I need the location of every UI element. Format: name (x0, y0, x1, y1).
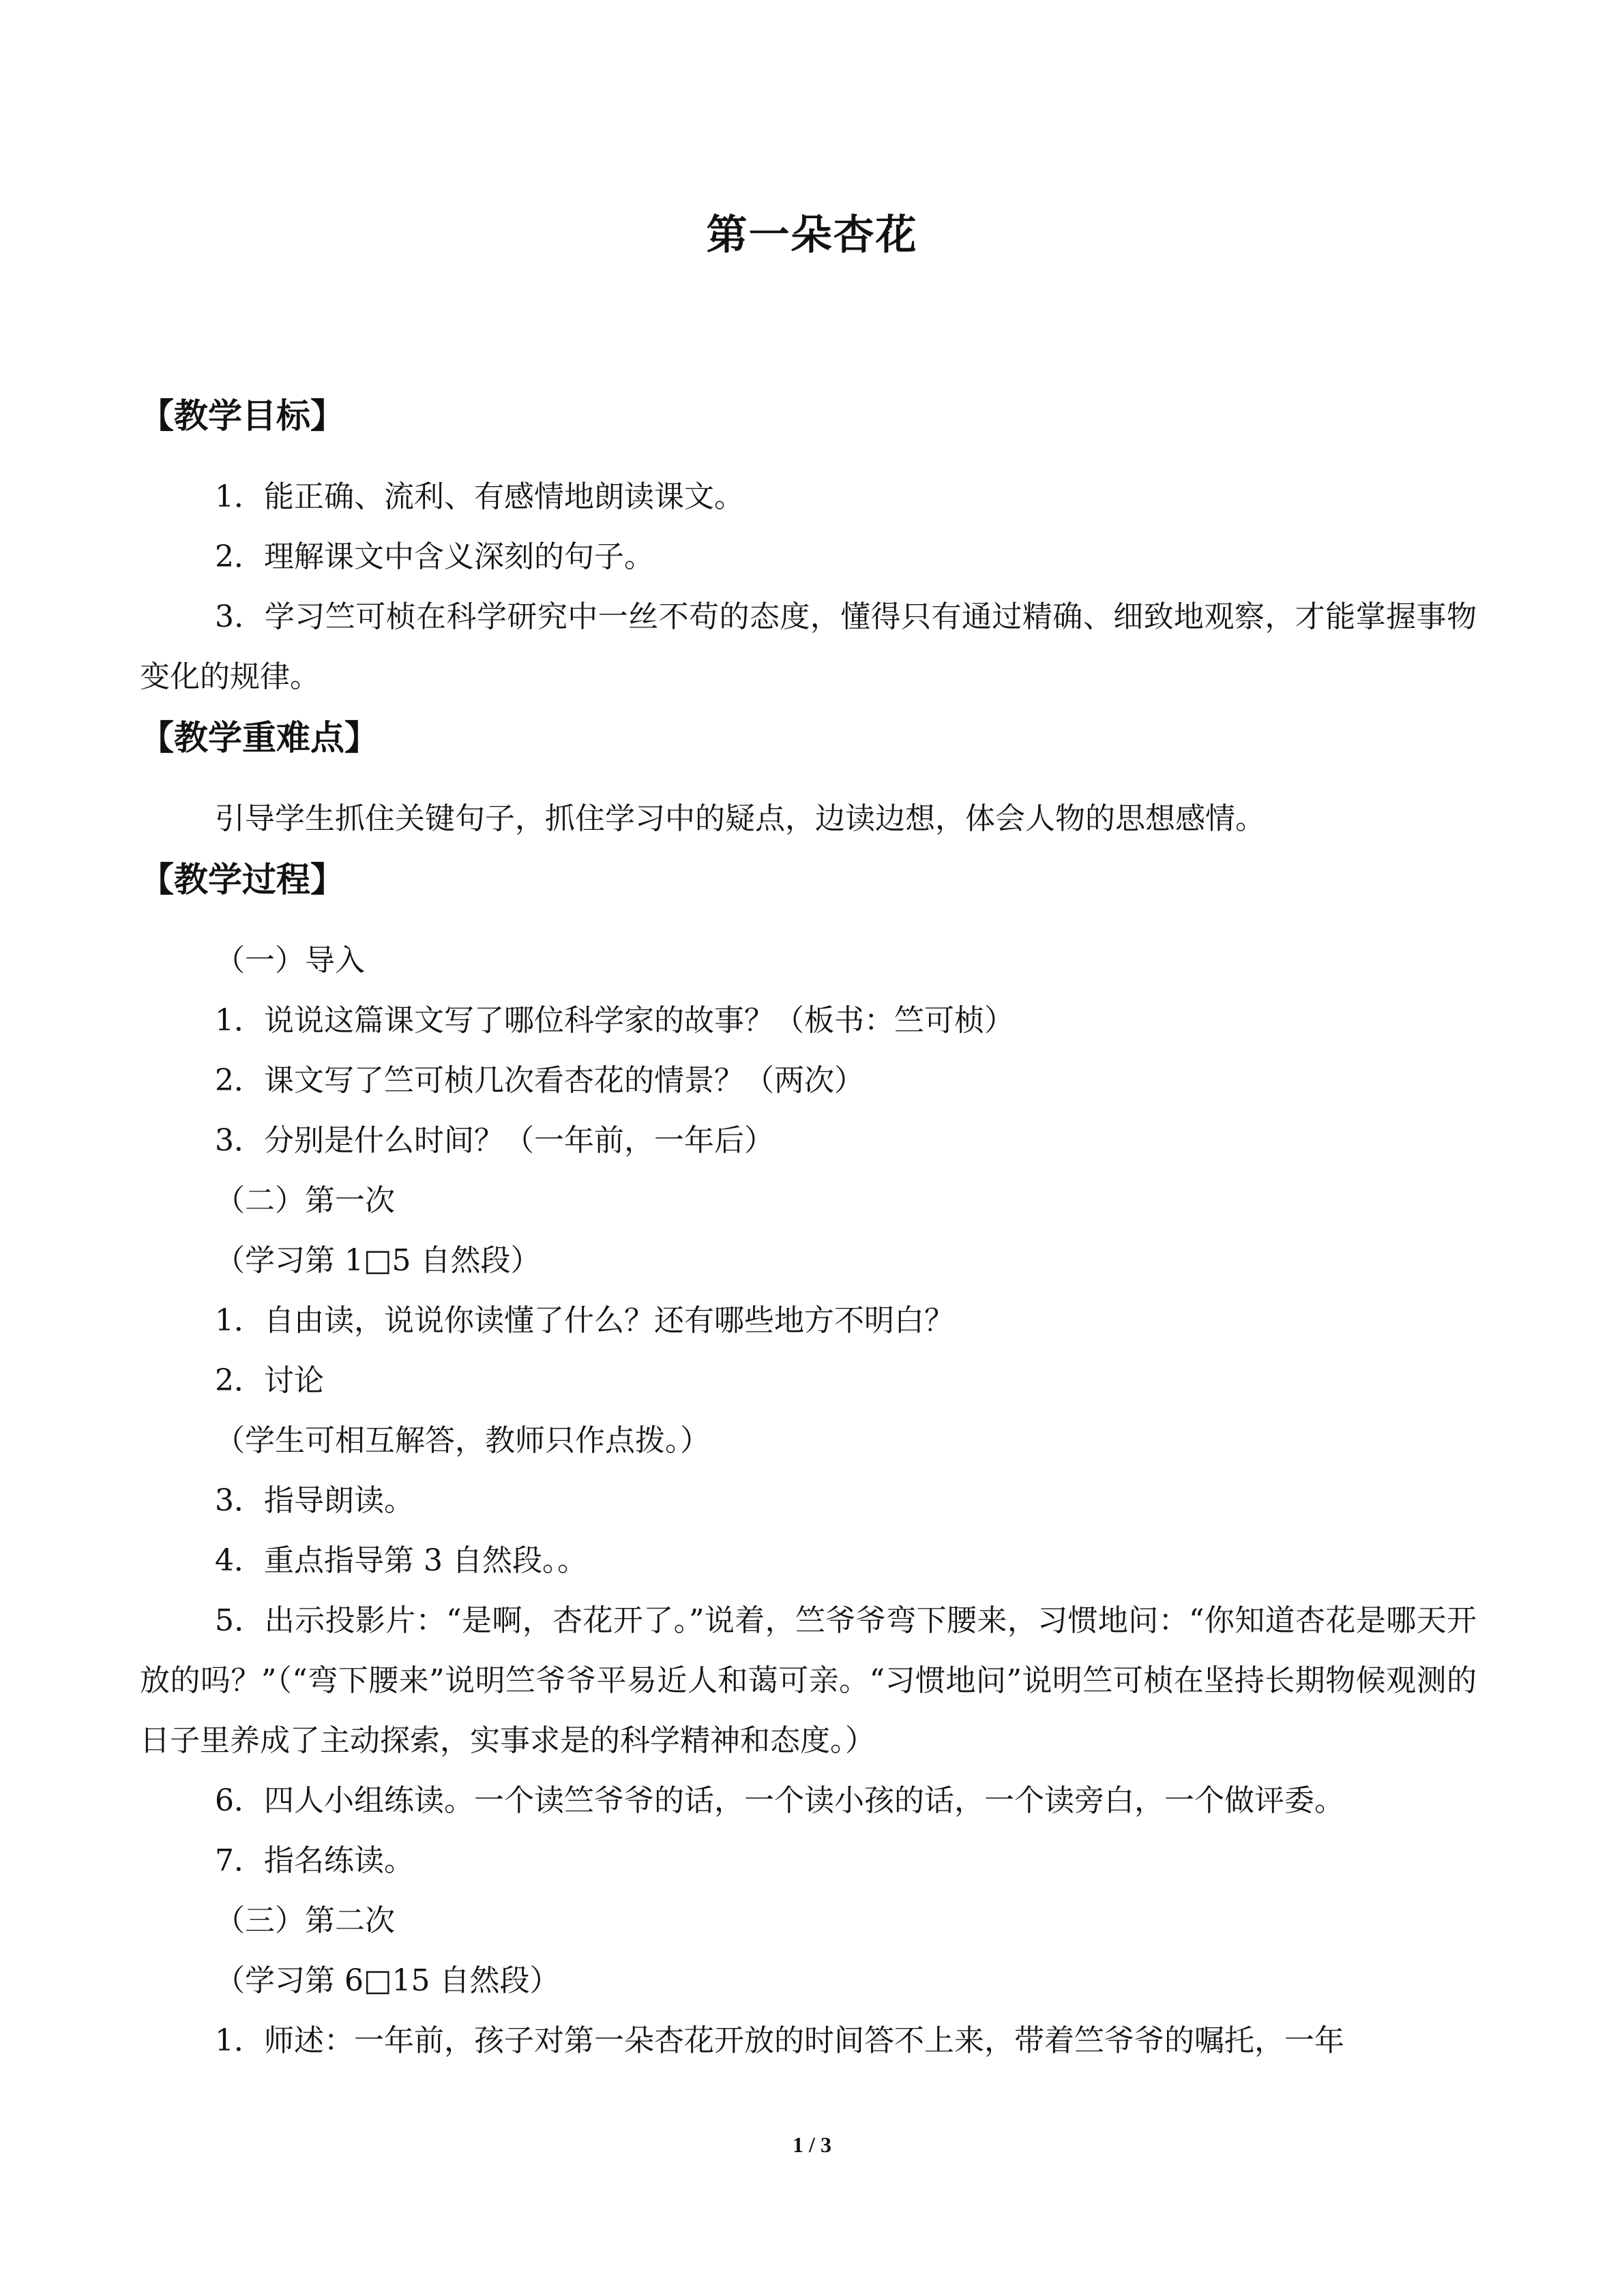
process-line: 6．四人小组练读。一个读竺爷爷的话，一个读小孩的话，一个读旁白，一个做评委。 (215, 1783, 1344, 1818)
process-line: 2．课文写了竺可桢几次看杏花的情景？（两次） (215, 1063, 864, 1098)
process-line: 7．指名练读。 (215, 1843, 414, 1878)
objective-item: 3．学习竺可桢在科学研究中一丝不苟的态度，懂得只有通过精确、细致地观察，才能掌握事物变化的规律。 (140, 599, 1477, 694)
key-points-heading: 【教学重难点】 (140, 718, 379, 758)
key-points-text: 引导学生抓住关键句子，抓住学习中的疑点，边读边想，体会人物的思想感情。 (215, 801, 1265, 836)
process-line: 5．出示投影片：“是啊，杏花开了。”说着，竺爷爷弯下腰来，习惯地问：“你知道杏花是哪天开放的吗？”（“弯下腰来”说明竺爷爷平易近人和蔼可亲。“习惯地问”说明竺可桢在坚持长期物候观测的日子里养成了主动探索，实事求是的科学精神和态度。） (140, 1603, 1477, 1758)
document-body (140, 385, 1477, 2071)
process-line: 1．说说这篇课文写了哪位科学家的故事？（板书：竺可桢） (215, 1003, 1014, 1038)
objective-item: 2．理解课文中含义深刻的句子。 (215, 539, 654, 574)
process-line: 1．师述：一年前，孩子对第一朵杏花开放的时间答不上来，带着竺爷爷的嘱托，一年 (215, 2023, 1344, 2058)
process-line: （二）第一次 (215, 1183, 395, 1218)
process-line: （学习第 1□5 自然段） (215, 1243, 541, 1278)
process-line: 3．分别是什么时间？（一年前，一年后） (215, 1123, 774, 1158)
process-line: 3．指导朗读。 (215, 1483, 414, 1518)
process-line: 2．讨论 (215, 1363, 324, 1398)
process-heading: 【教学过程】 (140, 860, 344, 899)
document-title: 第一朵杏花 (706, 211, 918, 259)
objective-item: 1．能正确、流利、有感情地朗读课文。 (215, 479, 744, 514)
process-line: （一）导入 (215, 943, 365, 978)
process-line: 1．自由读，说说你读懂了什么？还有哪些地方不明白？ (215, 1303, 954, 1338)
process-line: （学习第 6□15 自然段） (215, 1963, 560, 1998)
process-line: （学生可相互解答，教师只作点拨。） (215, 1423, 710, 1458)
page-number: 1 / 3 (793, 2132, 831, 2157)
process-line: （三）第二次 (215, 1903, 395, 1938)
process-line: 4．重点指导第 3 自然段。。 (215, 1543, 587, 1578)
objectives-heading: 【教学目标】 (140, 396, 344, 436)
